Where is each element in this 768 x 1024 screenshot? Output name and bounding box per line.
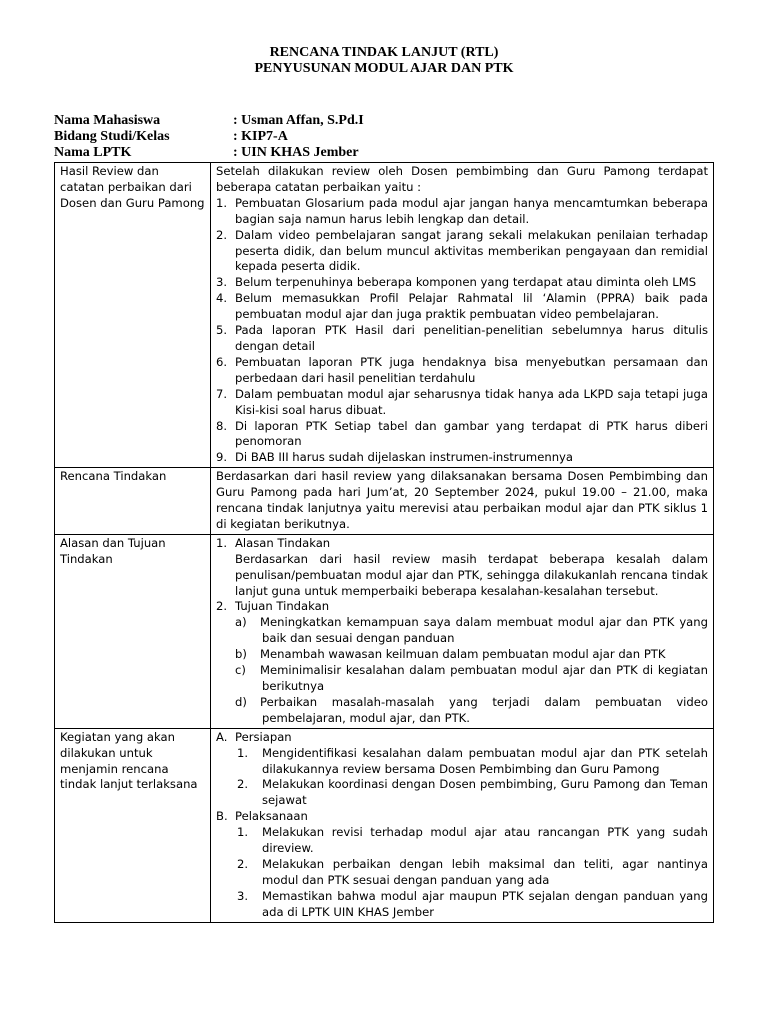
rtl-table [54,162,714,923]
pelaksanaan-list [216,825,708,920]
row-content [211,163,714,468]
list-item-text: Di BAB III harus sudah dijelaskan instrumen-instrumennya [235,450,574,465]
list-item-number: 1. [216,195,228,210]
list-item [216,291,708,323]
list-item-text: Melakukan perbaikan dengan lebih maksimal dan teliti, agar nantinya modul dan PTK sesuai dengan panduan yang ada [262,856,708,887]
list-item-text: Mengidentifikasi kesalahan dalam pembuatan modul ajar dan PTK setelah dilakukannya review bersama Dosen Pembimbing dan Guru Pamong [262,745,708,776]
list-item [216,663,708,695]
list-item-number: a) [235,615,247,630]
rencana-text: Berdasarkan dari hasil review yang dilaksanakan bersama Dosen Pembimbing dan Guru Pamong pada hari Jum’at, 20 September 2024, pukul 19.00 – 21.00, maka rencana tindak lanjutnya yaitu merevisi atau perbaikan modul ajar dan PTK siklus 1 di kegiatan berikutnya. [216,469,708,531]
info-value: : UIN KHAS Jember [233,145,359,160]
info-row-nama-mahasiswa [54,113,714,129]
section-persiapan-title: A. Persiapan [216,729,292,744]
review-intro: Setelah dilakukan review oleh Dosen pembimbing dan Guru Pamong terdapat beberapa catatan perbaikan yaitu : [216,164,708,194]
list-item [216,857,708,889]
list-item [216,275,708,291]
row-label: Alasan dan Tujuan Tindakan [55,534,211,728]
list-item [216,419,708,451]
list-item [216,695,708,727]
list-item-text: Belum terpenuhinya beberapa komponen yang terdapat atau diminta oleh LMS [235,275,697,290]
list-item [216,228,708,276]
list-item-text: Meminimalisir kesalahan dalam pembuatan modul ajar dan PTK di kegiatan berikutnya [260,663,708,693]
list-item-number: 4. [216,291,228,306]
row-label: Hasil Review dan catatan perbaikan dari Dosen dan Guru Pamong [55,163,211,468]
row-content [211,534,714,728]
list-item-text: Pada laporan PTK Hasil dari penelitian-penelitian sebelumnya harus ditulis dengan detail [235,323,708,353]
list-item-text: Pembuatan Glosarium pada modul ajar jangan hanya mencamtumkan beberapa bagian saja namun harus lebih lengkap dan detail. [235,195,708,226]
list-item-number: d) [235,694,247,709]
list-item-text: Melakukan revisi terhadap modul ajar atau rancangan PTK yang sudah direview. [262,825,708,856]
tujuan-list [216,615,708,726]
list-item [216,196,708,228]
list-item-text: Dalam video pembelajaran sangat jarang sekali melakukan penilaian terhadap peserta didik, dan belum muncul aktivitas memberikan pengayaan dan remidial kepada peserta didik. [235,227,708,274]
list-item [216,746,708,778]
row-label: Kegiatan yang akan dilakukan untuk menjamin rencana tindak lanjut terlaksana [55,728,211,922]
list-item [216,387,708,419]
persiapan-list [216,746,708,810]
info-label: Nama Mahasiswa [54,113,161,128]
section-alasan-text: Berdasarkan dari hasil review masih terdapat beberapa kesalah dalam penulisan/pembuatan modul ajar dan PTK, sehingga dilakukanlah rencana tindak lanjut guna untuk memperbaiki beberapa kesalahan-kesalahan tersebut. [235,551,708,598]
section-alasan-title: 1. Alasan Tindakan [216,535,331,550]
row-label: Rencana Tindakan [55,468,211,535]
list-item [216,355,708,387]
info-value: : Usman Affan, S.Pd.I [233,113,364,128]
list-item-number: 2. [237,856,249,871]
list-item-text: Memastikan bahwa modul ajar maupun PTK sejalan dengan panduan yang ada di LPTK UIN KHAS Jember [262,888,708,919]
list-item-number: 6. [216,354,228,369]
list-item-number: 8. [216,418,228,433]
list-item-text: Pembuatan laporan PTK juga hendaknya bisa menyebutkan persamaan dan perbedaan dari hasil penelitian terdahulu [235,354,708,385]
list-item-number: 1. [237,825,249,840]
list-item [216,777,708,809]
list-item-text: Menambah wawasan keilmuan dalam pembuatan modul ajar dan PTK [260,647,666,662]
list-item [216,647,708,663]
list-item-number: b) [235,647,247,662]
list-item-text: Di laporan PTK Setiap tabel dan gambar yang terdapat di PTK harus diberi penomoran [235,418,708,449]
list-item-text: Meningkatkan kemampuan saya dalam membuat modul ajar dan PTK yang baik dan sesuai dengan panduan [260,615,708,646]
list-item-number: 3. [216,275,228,290]
table-row-kegiatan [55,728,714,922]
document-title: RENCANA TINDAK LANJUT (RTL) [269,45,499,60]
list-item-text: Belum memasukkan Profil Pelajar Rahmatal lil ‘Alamin (PPRA) baik pada pembuatan modul ajar dan juga praktik pembuatan video pembelajaran. [235,291,708,322]
list-item [216,825,708,857]
list-item-number: 2. [237,777,249,792]
table-row-review [55,163,714,468]
list-item-number: 9. [216,450,228,465]
list-item-number: 7. [216,386,228,401]
list-item-number: c) [235,663,246,678]
list-item-number: 3. [237,888,249,903]
list-item-text: Dalam pembuatan modul ajar seharusnya tidak hanya ada LKPD saja tetapi juga Kisi-kisi soal harus dibuat. [235,386,708,417]
info-label: Nama LPTK [54,145,132,160]
section-pelaksanaan-title: B. Pelaksanaan [216,809,308,824]
list-item [216,889,708,921]
table-row-rencana [55,468,714,535]
section-tujuan-title: 2. Tujuan Tindakan [216,599,330,614]
list-item-number: 2. [216,227,228,242]
review-list [216,196,708,466]
list-item-text: Melakukan koordinasi dengan Dosen pembimbing, Guru Pamong dan Teman sejawat [262,777,708,808]
row-content [211,728,714,922]
list-item [216,323,708,355]
info-row-bidang-studi [54,129,714,145]
list-item [216,450,708,466]
list-item-number: 1. [237,745,249,760]
list-item-number: 5. [216,323,228,338]
info-row-nama-lptk [54,145,714,161]
list-item-text: Perbaikan masalah-masalah yang terjadi dalam pembuatan video pembelajaran, modul ajar, dan PTK. [260,694,708,725]
row-content [211,468,714,535]
document-subtitle: PENYUSUNAN MODUL AJAR DAN PTK [254,61,514,76]
info-label: Bidang Studi/Kelas [54,129,170,144]
table-row-alasan [55,534,714,728]
info-value: : KIP7-A [233,129,288,144]
list-item [216,615,708,647]
